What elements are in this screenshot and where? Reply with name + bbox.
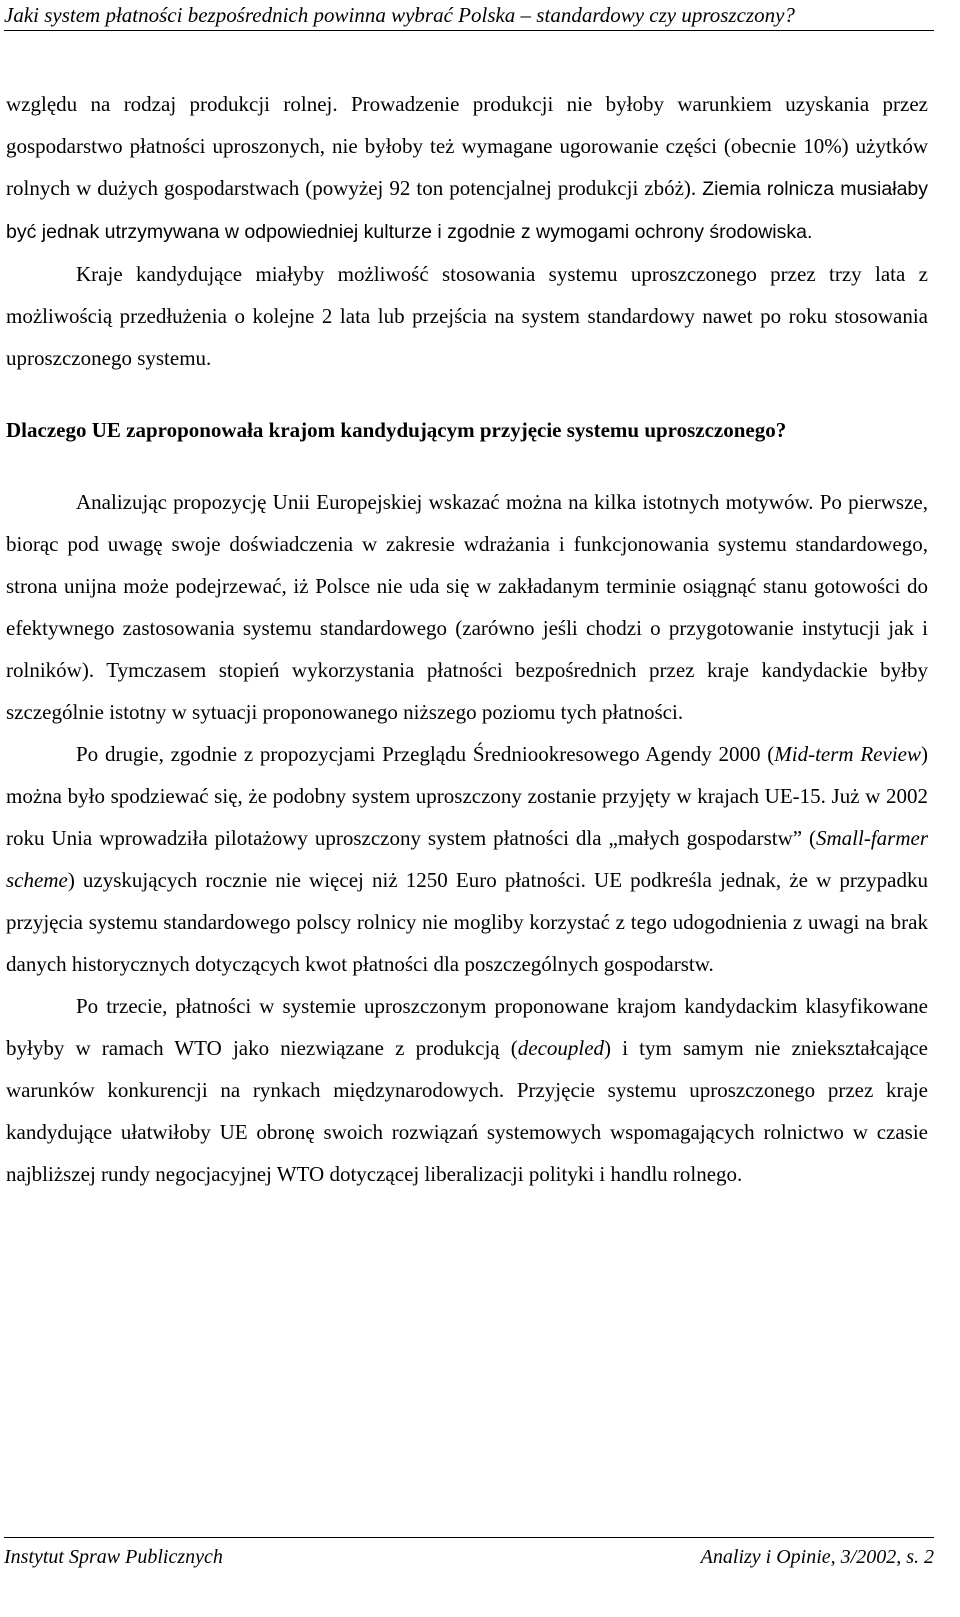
paragraph-4-part-e: ) uzyskujących rocznie nie więcej niż 1250 Euro płatności. UE podkreśla jednak, że w przypadku przyjęcia systemu standardowego polscy rolnicy nie mogliby korzystać z tego udogodnienia z uwagi na brak danych historycznych dotyczących kwot płatności dla poszczególnych gospodarstw. bbox=[6, 868, 928, 976]
page-footer bbox=[4, 1537, 934, 1576]
paragraph-4-part-a: Po drugie, zgodnie z propozycjami Przeglądu Średniookresowego Agendy 2000 ( bbox=[76, 742, 775, 766]
paragraph-1 bbox=[6, 83, 928, 253]
section-heading: Dlaczego UE zaproponowała krajom kandydującym przyjęcie systemu uproszczonego? bbox=[6, 418, 787, 442]
article-body bbox=[6, 83, 928, 1195]
running-header: Jaki system płatności bezpośrednich powinna wybrać Polska – standardowy czy uproszczony? bbox=[4, 0, 934, 31]
paragraph-2: Kraje kandydujące miałyby możliwość stosowania systemu uproszczonego przez trzy lata z możliwością przedłużenia o kolejne 2 lata lub przejścia na system standardowy nawet po roku stosowania uproszczonego systemu. bbox=[6, 262, 928, 370]
footer-publication: Analizy i Opinie, 3/2002, s. 2 bbox=[700, 1546, 934, 1568]
paragraph-5-part-c: ) i tym samym nie zniekształcające warunków konkurencji na rynkach międzynarodowych. Przyjęcie systemu uproszczonego przez kraje kandydujące ułatwiłoby UE obronę swoich rozwiązań systemowych wspomagających rolnictwo w czasie najbliższej rundy negocjacyjnej WTO dotyczącej liberalizacji polityki i handlu rolnego. bbox=[6, 1036, 929, 1186]
paragraph-4 bbox=[6, 733, 928, 985]
paragraph-3: Analizując propozycję Unii Europejskiej wskazać można na kilka istotnych motywów. Po pierwsze, biorąc pod uwagę swoje doświadczenia w zakresie wdrażania i funkcjonowania systemu standardowego, strona unijna może podejrzewać, iż Polsce nie uda się w zakładanym terminie osiągnąć stanu gotowości do efektywnego zastosowania systemu standardowego (zarówno jeśli chodzi o przygotowanie instytucji jak i rolników). Tymczasem stopień wykorzystania płatności bezpośrednich przez kraje kandydackie byłby szczególnie istotny w sytuacji proponowanego niższego poziomu tych płatności. bbox=[6, 490, 928, 724]
paragraph-1-part-b: Ziemia rolnicza musiałaby być jednak utrzymywana w odpowiedniej kulturze i zgodnie z wymogami ochrony środowiska. bbox=[6, 178, 929, 243]
paragraph-1-part-a: względu na rodzaj produkcji rolnej. Prowadzenie produkcji nie byłoby warunkiem uzyskania przez gospodarstwo płatności uproszonych, nie byłoby też wymagane ugorowanie części (obecnie 10%) użytków rolnych w dużych gospodarstwach (powyżej 92 ton potencjalnej produkcji zbóż). bbox=[6, 92, 928, 200]
footer-institution: Instytut Spraw Publicznych bbox=[4, 1546, 223, 1568]
paragraph-4-part-c: ) można było spodziewać się, że podobny system uproszczony zostanie przyjęty w krajach UE-15. Już w 2002 roku Unia wprowadziła pilotażowy uproszczony system płatności dla „małych gospodarstw” ( bbox=[6, 742, 928, 850]
paragraph-4-italic-term: Mid-term Review bbox=[774, 742, 921, 766]
paragraph-4-italic-scheme: Small-farmer scheme bbox=[6, 826, 928, 892]
paragraph-5 bbox=[6, 985, 928, 1195]
paragraph-5-italic-term: decoupled bbox=[517, 1036, 605, 1060]
paragraph-5-part-a: Po trzecie, płatności w systemie uproszczonym proponowane krajom kandydackim klasyfikowane byłyby w ramach WTO jako niezwiązane z produkcją ( bbox=[6, 994, 928, 1060]
